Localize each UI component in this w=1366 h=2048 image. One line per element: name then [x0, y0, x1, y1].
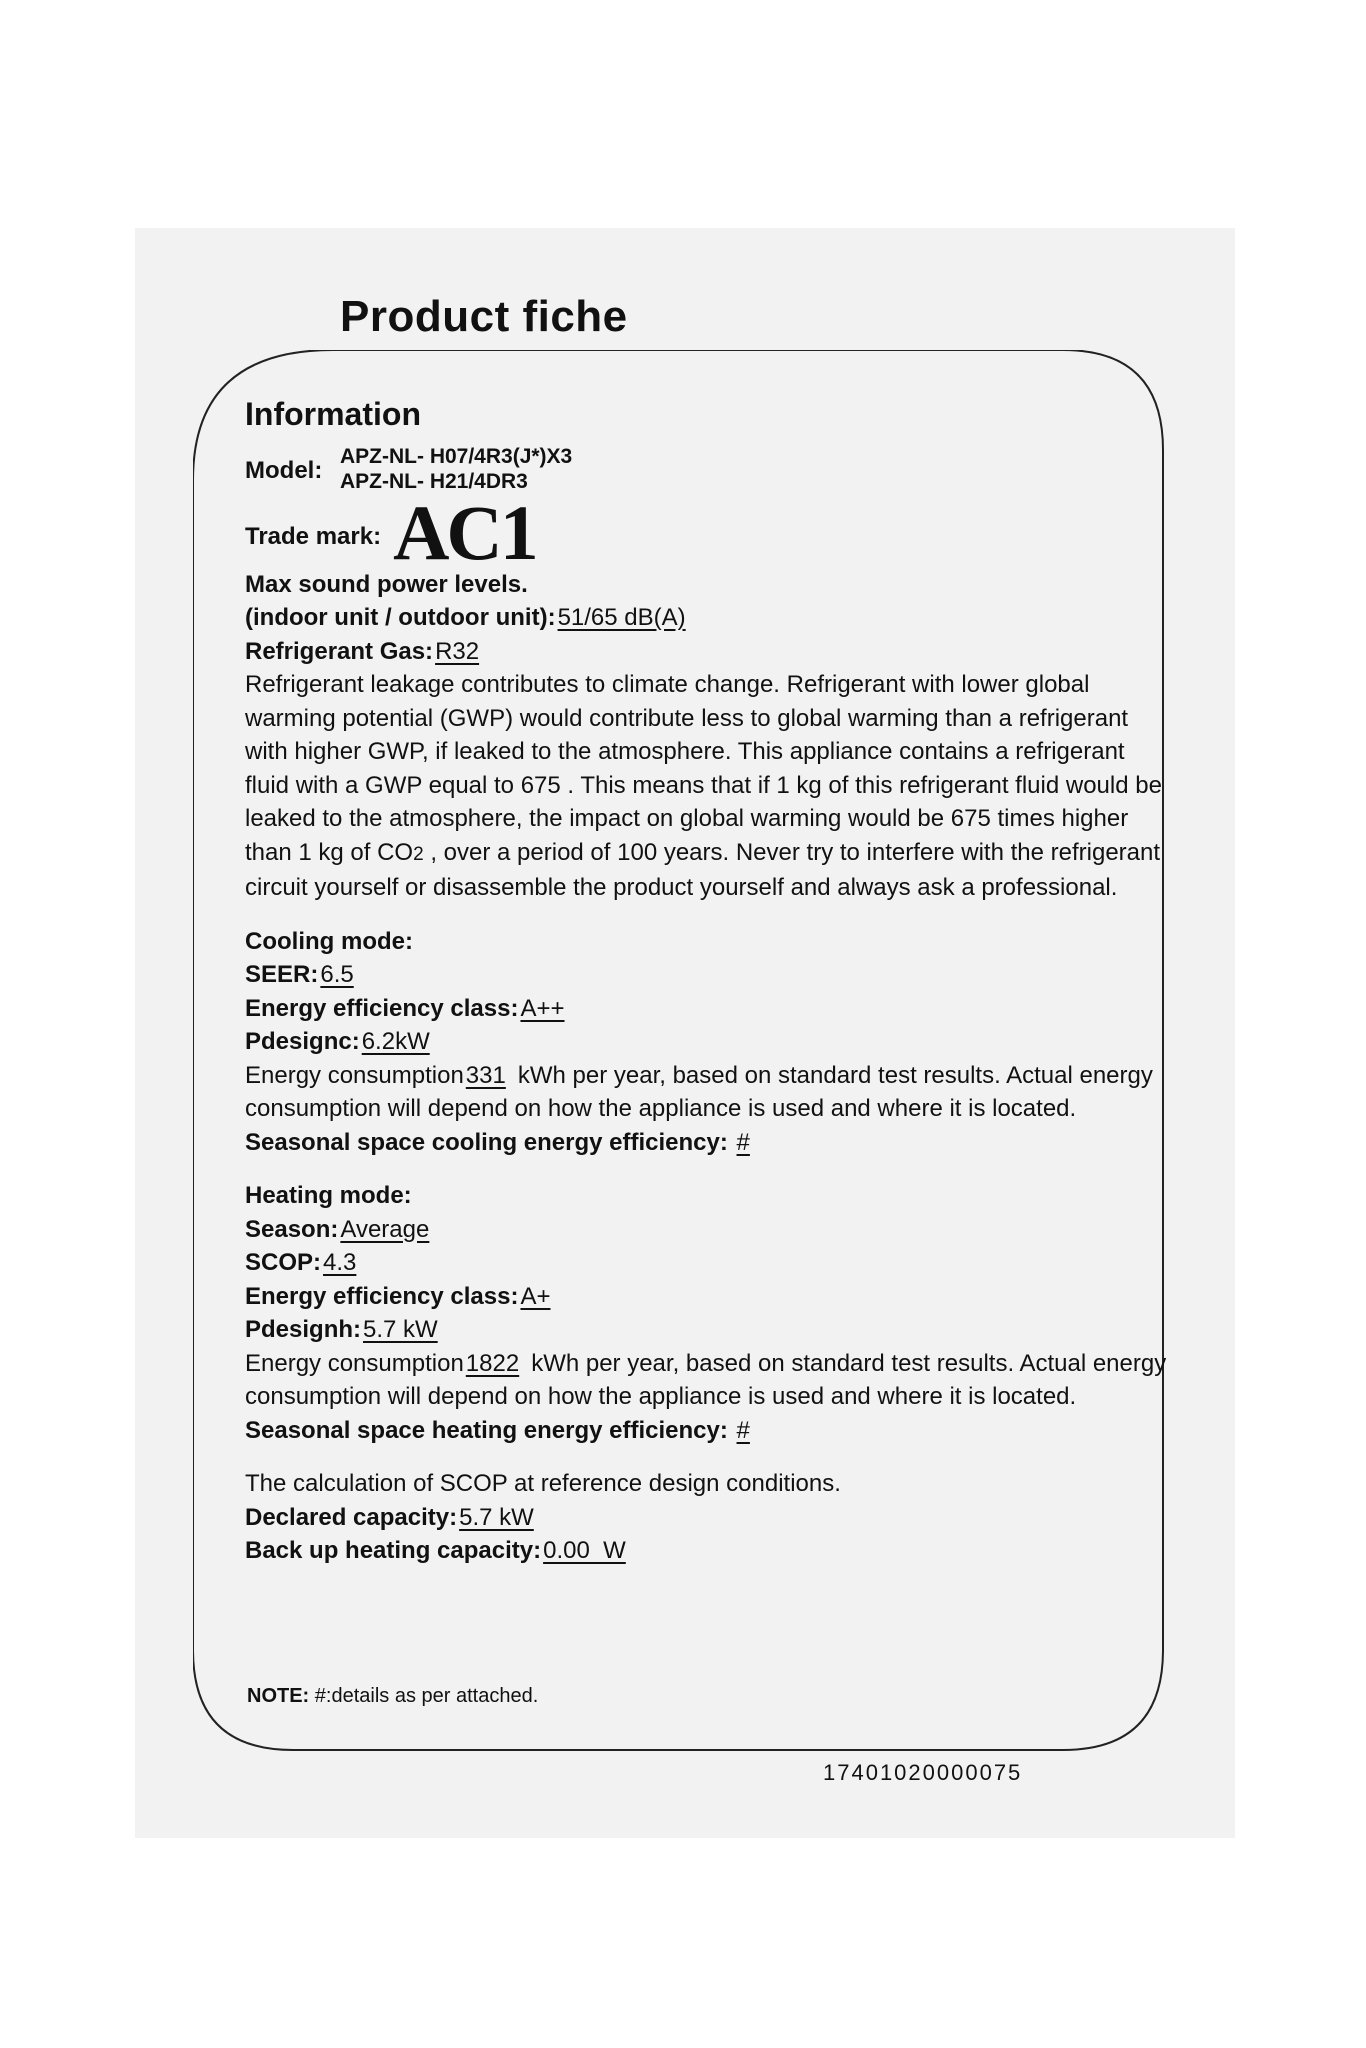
- cooling-class-label: Energy efficiency class:: [245, 994, 519, 1022]
- sound-row: [245, 601, 1175, 635]
- refrigerant-text: Refrigerant leakage contributes to climate change. Refrigerant with lower global warming potential (GWP) would contribute less to global warming than a refrigerant with higher GWP, if leaked to the atmosphere. This appliance contains a refrigerant fluid with a GWP equal to: [245, 671, 1129, 799]
- heating-class-row: [245, 1280, 1175, 1314]
- heating-heading: Heating mode:: [245, 1182, 412, 1209]
- refrigerant-paragraph: [245, 668, 1175, 905]
- declared-capacity-row: [245, 1501, 1175, 1535]
- note-text: #:details as per attached.: [314, 1685, 539, 1707]
- pdesignh-row: [245, 1313, 1175, 1347]
- scop-calculation-text: The calculation of SCOP at reference design conditions.: [245, 1470, 841, 1497]
- heating-class-value: A+: [520, 1282, 551, 1310]
- pdesignc-value: 6.2kW: [361, 1028, 430, 1055]
- refrigerant-label: Refrigerant Gas:: [245, 637, 434, 665]
- season-row: [245, 1213, 1175, 1247]
- seer-row: [245, 958, 1175, 992]
- sound-unit-label: (indoor unit / outdoor unit):: [245, 604, 556, 631]
- declared-capacity-value: 5.7 kW: [459, 1503, 534, 1531]
- pdesignh-label: Pdesignh:: [245, 1316, 362, 1343]
- model-values: [340, 444, 572, 494]
- refrigerant-text: . This means that if 1 kg of this refrigerant fluid would be leaked to the atmosphere, the impact on global warming would be: [245, 771, 1162, 832]
- refrigerant-row: [245, 635, 1175, 669]
- trade-mark-row: [245, 488, 1175, 576]
- backup-capacity-value: 0.00 W: [543, 1537, 626, 1564]
- heating-seasonal-row: [245, 1414, 1175, 1448]
- cooling-class-value: A++: [520, 994, 565, 1022]
- model-row: [245, 444, 1175, 494]
- fiche-content: [245, 398, 1175, 1568]
- seer-label: SEER:: [245, 961, 319, 988]
- cooling-seasonal-row: [245, 1126, 1175, 1160]
- trade-mark-label: Trade mark:: [245, 523, 382, 550]
- consumption-text: Energy consumption: [245, 1349, 464, 1377]
- consumption-text: Energy consumption: [245, 1061, 464, 1089]
- note-label: NOTE:: [247, 1685, 310, 1707]
- gwp-value: 675: [520, 771, 561, 799]
- cooling-seasonal-label: Seasonal space cooling energy efficiency:: [245, 1128, 728, 1156]
- backup-capacity-row: [245, 1534, 1175, 1568]
- sound-label: Max sound power levels.: [245, 570, 528, 598]
- serial-number: 17401020000075: [823, 1760, 1023, 1785]
- refrigerant-text: times higher than 1 kg of CO: [245, 805, 1129, 866]
- model-label: Model:: [245, 456, 323, 484]
- consumption-text: kWh per year, based on standard test results. Actual energy consumption will depend on how the appliance is used and where it is located.: [245, 1349, 1167, 1410]
- scop-label: SCOP:: [245, 1249, 322, 1276]
- cooling-class-row: [245, 992, 1175, 1026]
- cooling-consumption-value: 331: [465, 1061, 506, 1089]
- season-value: Average: [340, 1215, 430, 1243]
- backup-capacity-label: Back up heating capacity:: [245, 1537, 542, 1564]
- declared-capacity-label: Declared capacity:: [245, 1503, 458, 1531]
- page-title: Product fiche: [340, 292, 628, 341]
- cooling-seasonal-value: #: [736, 1128, 750, 1156]
- pdesignc-label: Pdesignc:: [245, 1028, 360, 1055]
- pdesignc-row: [245, 1025, 1175, 1059]
- seer-value: 6.5: [320, 961, 354, 988]
- scop-value: 4.3: [323, 1249, 357, 1276]
- consumption-text: kWh per year, based on standard test results. Actual energy consumption will depend on how the appliance is used and where it is located.: [245, 1061, 1153, 1122]
- note: [247, 1685, 538, 1708]
- heating-class-label: Energy efficiency class:: [245, 1282, 519, 1310]
- refrigerant-text: , over a period of 100 years. Never try to interfere with the refrigerant circuit yourself or disassemble the product yourself and always ask a professional.: [245, 838, 1161, 901]
- sound-value: 51/65 dB(A): [557, 604, 686, 631]
- heating-consumption: [245, 1347, 1175, 1414]
- information-heading: Information: [245, 396, 421, 432]
- model-value: APZ-NL- H07/4R3(J*)X3: [340, 444, 573, 468]
- gwp-value: 675: [950, 805, 991, 832]
- heating-seasonal-value: #: [736, 1416, 750, 1444]
- scop-row: [245, 1246, 1175, 1280]
- cooling-consumption: [245, 1059, 1175, 1126]
- refrigerant-value: R32: [435, 637, 480, 665]
- co2-subscript: 2: [413, 843, 424, 865]
- cooling-heading: Cooling mode:: [245, 927, 413, 955]
- heating-seasonal-label: Seasonal space heating energy efficiency:: [245, 1416, 728, 1444]
- season-label: Season:: [245, 1215, 339, 1243]
- pdesignh-value: 5.7 kW: [363, 1316, 438, 1343]
- ac1-logo: AC1: [393, 488, 536, 576]
- heating-consumption-value: 1822: [465, 1349, 520, 1377]
- model-value: APZ-NL- H21/4DR3: [340, 469, 528, 493]
